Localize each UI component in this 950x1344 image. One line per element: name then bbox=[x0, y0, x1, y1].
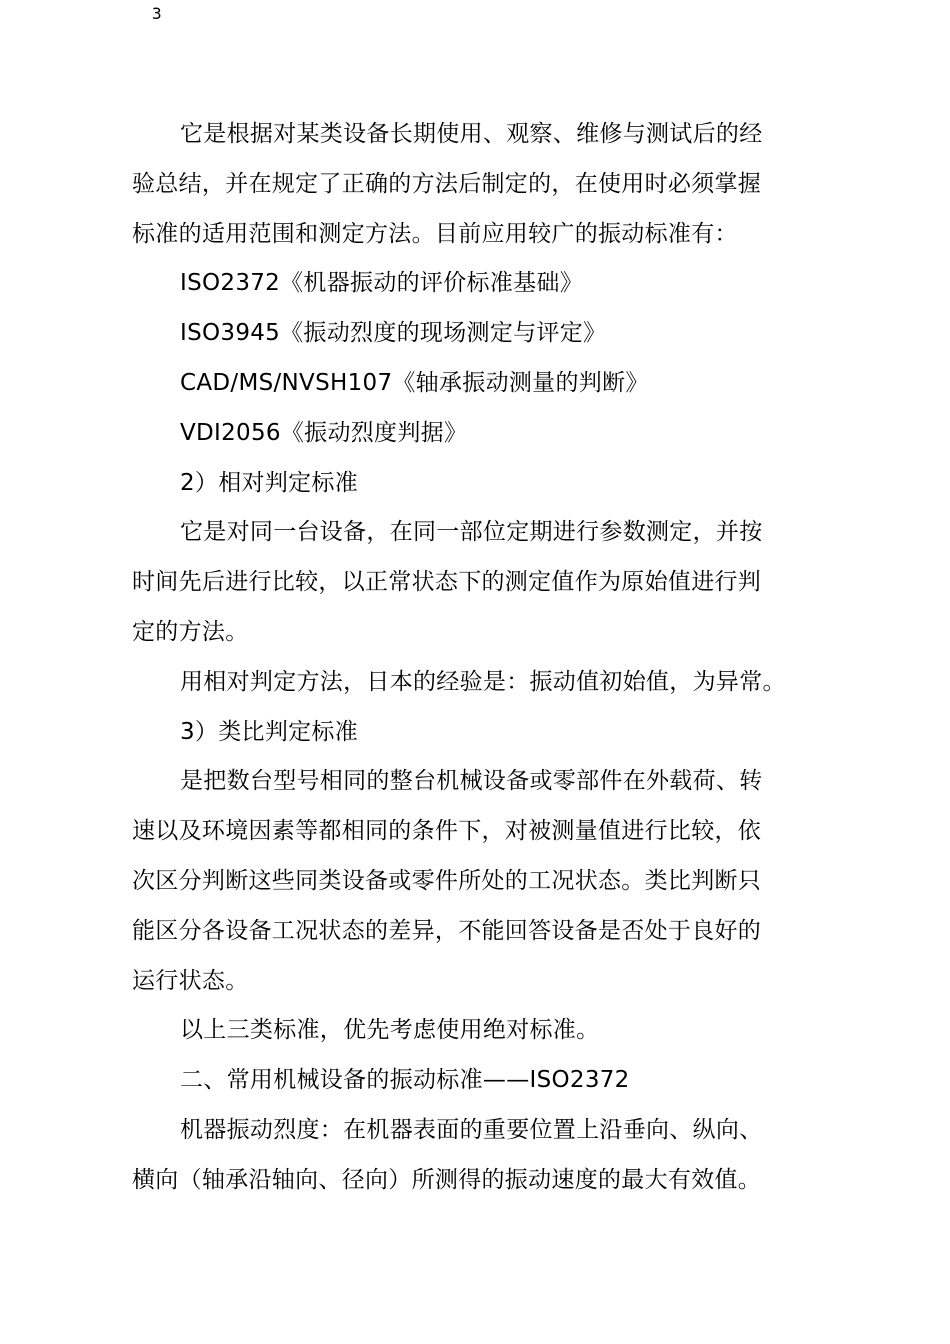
paragraph-line: 是把数台型号相同的整台机械设备或零部件在外载荷、转 bbox=[180, 768, 763, 795]
page-number: 3 bbox=[152, 4, 162, 23]
paragraph-line: 时间先后进行比较，以正常状态下的测定值作为原始值进行判 bbox=[132, 569, 762, 596]
standard-item: ISO3945《振动烈度的现场测定与评定》 bbox=[180, 320, 607, 347]
paragraph-line: 横向（轴承沿轴向、径向）所测得的振动速度的最大有效值。 bbox=[132, 1166, 762, 1193]
paragraph-line: 用相对判定方法，日本的经验是：振动值初始值，为异常。 bbox=[180, 668, 786, 695]
section-heading: 2）相对判定标准 bbox=[180, 469, 359, 496]
paragraph-line: 它是对同一台设备，在同一部位定期进行参数测定，并按 bbox=[180, 519, 763, 546]
paragraph-line: 机器振动烈度：在机器表面的重要位置上沿垂向、纵向、 bbox=[180, 1116, 763, 1143]
paragraph-line: 次区分判断这些同类设备或零件所处的工况状态。类比判断只 bbox=[132, 867, 762, 894]
standard-item: ISO2372《机器振动的评价标准基础》 bbox=[180, 270, 584, 297]
paragraph-line: 它是根据对某类设备长期使用、观察、维修与测试后的经 bbox=[180, 121, 763, 147]
paragraph-line: 能区分各设备工况状态的差异，不能回答设备是否处于良好的 bbox=[132, 917, 762, 944]
paragraph-line: 以上三类标准，优先考虑使用绝对标准。 bbox=[180, 1017, 600, 1044]
paragraph-line: 运行状态。 bbox=[132, 967, 249, 994]
paragraph-line: 标准的适用范围和测定方法。目前应用较广的振动标准有： bbox=[132, 220, 738, 247]
paragraph-line: 定的方法。 bbox=[132, 618, 249, 645]
body-text bbox=[132, 110, 832, 1206]
standard-item: CAD/MS/NVSH107《轴承振动测量的判断》 bbox=[180, 369, 649, 396]
section-heading: 二、常用机械设备的振动标准——ISO2372 bbox=[180, 1067, 630, 1094]
paragraph-line: 速以及环境因素等都相同的条件下，对被测量值进行比较，依 bbox=[132, 818, 762, 845]
section-heading: 3）类比判定标准 bbox=[180, 718, 359, 745]
standard-item: VDI2056《振动烈度判据》 bbox=[180, 419, 468, 446]
paragraph-line: 验总结，并在规定了正确的方法后制定的，在使用时必须掌握 bbox=[132, 170, 762, 197]
